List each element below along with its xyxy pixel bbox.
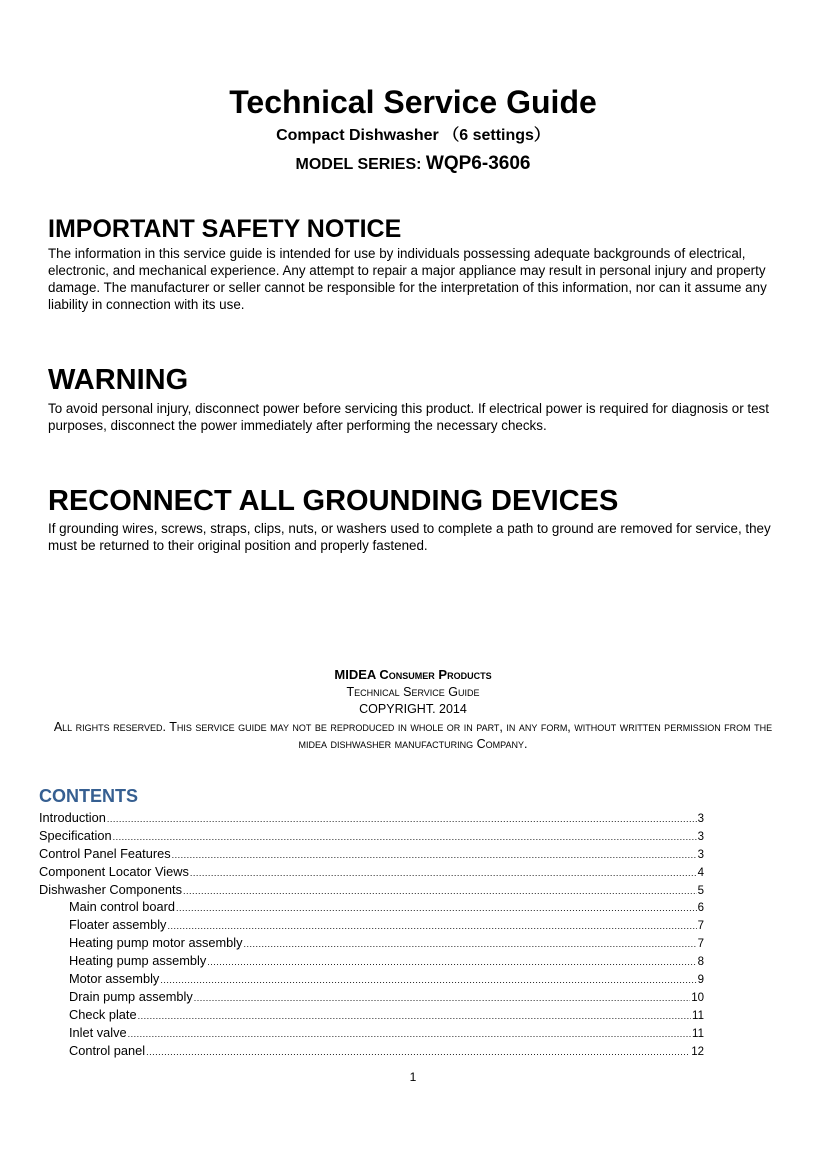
- toc-entry-label: Inlet valve: [69, 1024, 127, 1040]
- toc-entry[interactable]: [39, 881, 704, 899]
- toc-dot-leader: [167, 918, 696, 936]
- page-number: 1: [409, 1070, 417, 1084]
- toc-entry-page: 3: [697, 830, 704, 843]
- rights-notice: All rights reserved. This service guide may not be reproduced in whole or in part, in any form, without written permission from the midea dishwasher manufacturing Company.: [53, 719, 773, 751]
- grounding-body: If grounding wires, screws, straps, clips, nuts, or washers used to complete a path to ground are removed for service, they must be returned to their original position and properly fastened.: [48, 521, 771, 553]
- toc-entry[interactable]: [39, 1006, 704, 1024]
- warning-body: To avoid personal injury, disconnect power before servicing this product. If electrical power is required for diagnosis or test purposes, disconnect the power immediately after performing the necessary checks.: [48, 401, 769, 433]
- toc-entry[interactable]: [39, 916, 704, 934]
- toc-entry[interactable]: [39, 952, 704, 970]
- model-series: [0, 152, 826, 177]
- toc-entry[interactable]: [39, 1042, 704, 1060]
- toc-dot-leader: [107, 811, 697, 829]
- toc-dot-leader: [172, 847, 697, 865]
- toc-entry[interactable]: [39, 809, 704, 827]
- contents-heading: CONTENTS: [39, 786, 138, 806]
- toc-entry-page: 5: [697, 884, 704, 897]
- grounding-heading: RECONNECT ALL GROUNDING DEVICES: [48, 485, 619, 517]
- toc-dot-leader: [128, 1026, 691, 1044]
- toc-entry[interactable]: [39, 863, 704, 881]
- toc-entry-page: 8: [697, 956, 704, 969]
- toc-entry-label: Specification: [39, 827, 112, 843]
- toc-entry-label: Introduction: [39, 810, 106, 825]
- model-series-code: WQP6-3606: [425, 153, 531, 174]
- toc-dot-leader: [160, 972, 696, 990]
- table-of-contents: [39, 809, 704, 1059]
- toc-dot-leader: [183, 883, 697, 901]
- toc-entry-page: 11: [692, 1009, 704, 1022]
- toc-entry[interactable]: [39, 970, 704, 988]
- toc-entry-label: Drain pump assembly: [69, 988, 193, 1004]
- toc-entry[interactable]: [39, 898, 704, 916]
- model-series-label: MODEL SERIES:: [295, 156, 426, 173]
- toc-entry[interactable]: [39, 988, 704, 1006]
- document-subtitle: Compact Dishwasher （6 settings）: [276, 127, 550, 144]
- publisher-name: MIDEA Consumer Products: [334, 667, 492, 682]
- toc-entry[interactable]: [39, 934, 704, 952]
- publisher-block: [40, 666, 786, 754]
- toc-entry-page: 7: [697, 938, 704, 951]
- warning-heading: WARNING: [48, 364, 189, 396]
- toc-entry[interactable]: [39, 845, 704, 863]
- toc-dot-leader: [194, 990, 690, 1008]
- toc-dot-leader: [113, 829, 697, 847]
- toc-dot-leader: [244, 936, 697, 954]
- toc-entry-label: Check plate: [69, 1006, 137, 1022]
- publisher-doc-title: Technical Service Guide: [346, 684, 480, 699]
- toc-dot-leader: [146, 1044, 690, 1062]
- toc-entry-page: 6: [697, 902, 704, 915]
- toc-entry-page: 10: [691, 991, 704, 1004]
- toc-entry-label: Main control board: [69, 899, 175, 915]
- toc-entry[interactable]: [39, 827, 704, 845]
- document-title: Technical Service Guide: [229, 84, 597, 120]
- copyright-line: COPYRIGHT. 2014: [359, 702, 467, 716]
- toc-entry-page: 3: [697, 813, 704, 825]
- toc-entry-page: 4: [697, 866, 704, 879]
- toc-entry-label: Floater assembly: [69, 917, 167, 933]
- safety-notice-heading: IMPORTANT SAFETY NOTICE: [48, 215, 402, 243]
- toc-entry-page: 12: [691, 1045, 704, 1058]
- toc-dot-leader: [207, 954, 696, 972]
- toc-entry[interactable]: [39, 1024, 704, 1042]
- toc-entry-page: 9: [697, 974, 704, 987]
- toc-entry-page: 11: [692, 1027, 704, 1040]
- toc-entry-label: Component Locator Views: [39, 863, 189, 879]
- toc-entry-label: Motor assembly: [69, 971, 160, 987]
- toc-dot-leader: [176, 900, 697, 918]
- toc-entry-label: Heating pump assembly: [69, 953, 207, 969]
- toc-entry-label: Control panel: [69, 1042, 146, 1058]
- toc-entry-label: Heating pump motor assembly: [69, 935, 243, 951]
- toc-entry-label: Dishwasher Components: [39, 881, 182, 897]
- toc-entry-page: 7: [697, 920, 704, 933]
- toc-entry-page: 3: [697, 848, 704, 861]
- toc-entry-label: Control Panel Features: [39, 845, 171, 861]
- toc-dot-leader: [138, 1008, 691, 1026]
- toc-dot-leader: [190, 865, 697, 883]
- safety-notice-body: The information in this service guide is intended for use by individuals possessing adequate backgrounds of electrical, electronic, and mechanical experience. Any attempt to repair a major appliance may result in personal injury and property damage. The manufacturer or seller cannot be responsible for the interpretation of this information, nor can it assume any liability in connection with its use.: [48, 246, 767, 312]
